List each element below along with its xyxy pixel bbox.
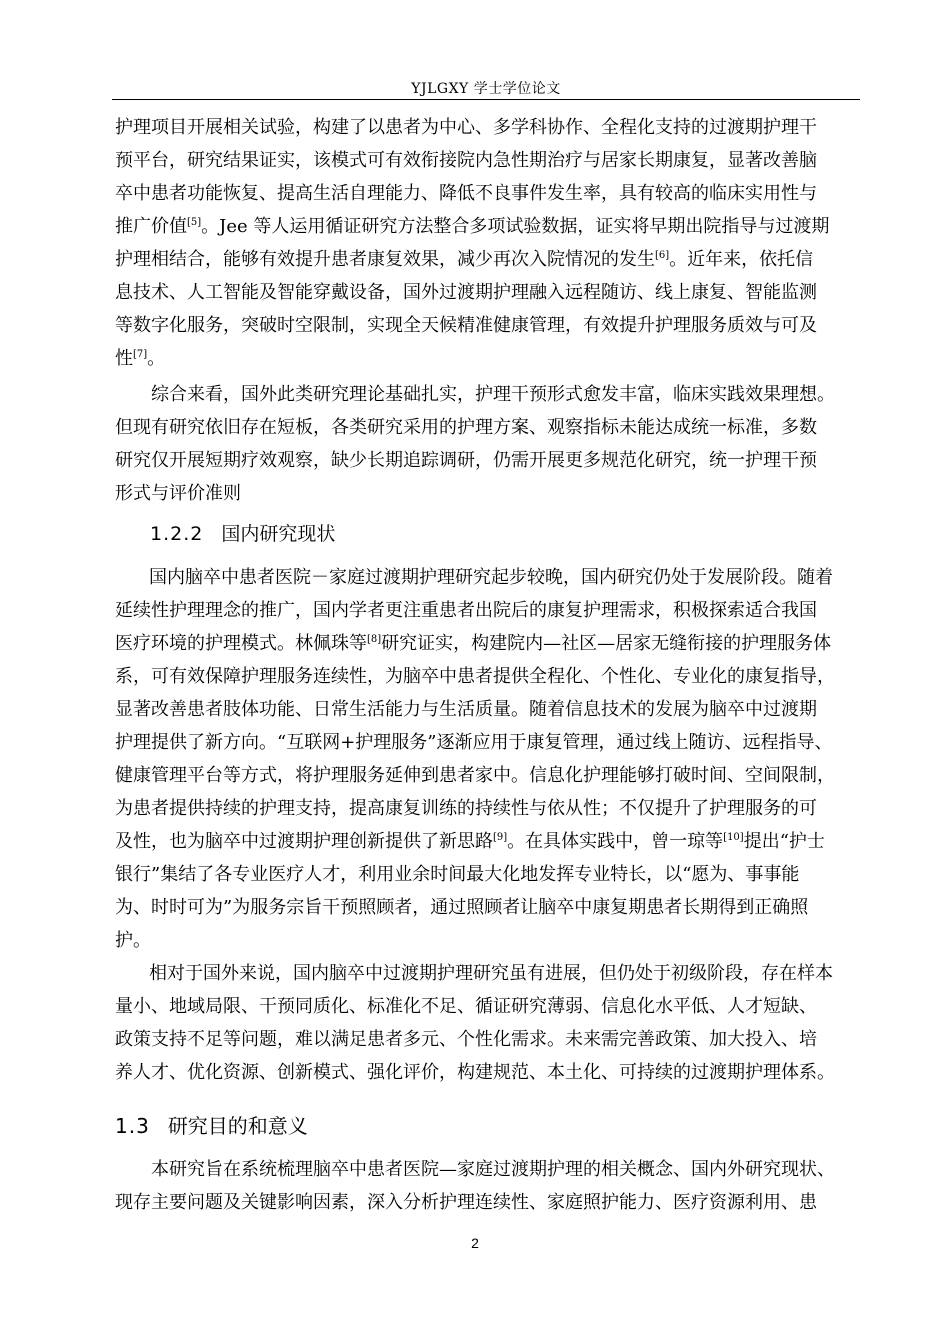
paragraph-line: 综合来看，国外此类研究理论基础扎实，护理干预形式愈发丰富，临床实践效果理想。: [151, 384, 835, 405]
paragraph-line: 政策支持不足等问题，难以满足患者多元、个性化需求。未来需完善政策、加大投入、培: [115, 1029, 817, 1050]
paragraph-line: 预平台，研究结果证实，该模式可有效衔接院内急性期治疗与居家长期康复，显著改善脑: [115, 150, 817, 171]
paragraph-line: 及性，也为脑卒中过渡期护理创新提供了新思路[9]。在具体实践中，曾一琼等[10]提出“护士: [115, 831, 825, 852]
paragraph-line: 等数字化服务，突破时空限制，实现全天候精准健康管理，有效提升护理服务质效与可及: [115, 315, 817, 336]
citation: [8]: [367, 634, 382, 645]
section-title: 研究目的和意义: [167, 1114, 308, 1138]
paragraph-line: 卒中患者功能恢复、提高生活自理能力、降低不良事件发生率，具有较高的临床实用性与: [115, 183, 817, 204]
paragraph-line: 为、时时可为”为服务宗旨干预照顾者，通过照顾者让脑卒中康复期患者长期得到正确照: [115, 897, 809, 918]
paragraph-line: 形式与评价准则: [115, 483, 241, 504]
paragraph-line: 量小、地域局限、干预同质化、标准化不足、循证研究薄弱、信息化水平低、人才短缺、: [115, 996, 817, 1017]
paragraph-line: 护理相结合，能够有效提升患者康复效果，减少再次入院情况的发生[6]。近年来，依托信: [115, 249, 814, 270]
paragraph-line: 养人才、优化资源、创新模式、强化评价，构建规范、本土化、可持续的过渡期护理体系。: [115, 1062, 835, 1083]
section-number: 1.3: [115, 1114, 150, 1138]
header-divider: [112, 99, 860, 100]
paragraph-line: 医疗环境的护理模式。林佩珠等[8]研究证实，构建院内—社区—居家无缝衔接的护理服务体: [115, 633, 832, 654]
citation: [9]: [493, 832, 508, 843]
paragraph-line: 国内脑卒中患者医院－家庭过渡期护理研究起步较晚，国内研究仍处于发展阶段。随着: [149, 567, 833, 588]
paragraph-line: 现存主要问题及关键影响因素，深入分析护理连续性、家庭照护能力、医疗资源利用、患: [115, 1192, 817, 1213]
section-number: 1.2.2: [150, 523, 204, 545]
citation: [10]: [723, 832, 744, 843]
running-header: YJLGXY 学士学位论文: [411, 81, 561, 97]
section-title: 国内研究现状: [221, 523, 336, 545]
paragraph-line: 护理项目开展相关试验，构建了以患者为中心、多学科协作、全程化支持的过渡期护理干: [115, 117, 817, 138]
section-heading-1-3: [115, 1110, 308, 1139]
paragraph-line: 推广价值[5]。Jee 等人运用循证研究方法整合多项试验数据，证实将早期出院指导与过渡期: [115, 216, 830, 237]
paragraph-line: 相对于国外来说，国内脑卒中过渡期护理研究虽有进展，但仍处于初级阶段，存在样本: [149, 963, 833, 984]
paragraph-line: 显著改善患者肢体功能、日常生活能力与生活质量。随着信息技术的发展为脑卒中过渡期: [115, 699, 817, 720]
section-heading-1-2-2: [150, 519, 335, 546]
paragraph-line: 健康管理平台等方式，将护理服务延伸到患者家中。信息化护理能够打破时间、空间限制，: [115, 765, 835, 786]
paragraph-line: 系，可有效保障护理服务连续性，为脑卒中患者提供全程化、个性化、专业化的康复指导，: [115, 666, 835, 687]
paragraph-line: 本研究旨在系统梳理脑卒中患者医院—家庭过渡期护理的相关概念、国内外研究现状、: [151, 1159, 835, 1180]
paragraph-line: 护。: [115, 930, 151, 951]
citation: [7]: [133, 349, 148, 360]
paragraph-line: 护理提供了新方向。“互联网+护理服务”逐渐应用于康复管理，通过线上随访、远程指导、: [115, 732, 833, 753]
paragraph-line: 息技术、人工智能及智能穿戴设备，国外过渡期护理融入远程随访、线上康复、智能监测: [115, 282, 817, 303]
paragraph-line: 银行”集结了各专业医疗人才，利用业余时间最大化地发挥专业特长，以“愿为、事事能: [115, 864, 800, 885]
paragraph-line: 但现有研究依旧存在短板，各类研究采用的护理方案、观察指标未能达成统一标准，多数: [115, 417, 817, 438]
paragraph-line: 性[7]。: [115, 348, 166, 369]
page-number: 2: [471, 1235, 479, 1251]
citation: [6]: [655, 250, 670, 261]
paragraph-line: 延续性护理理念的推广，国内学者更注重患者出院后的康复护理需求，积极探索适合我国: [115, 600, 817, 621]
paragraph-line: 为患者提供持续的护理支持，提高康复训练的持续性与依从性；不仅提升了护理服务的可: [115, 798, 817, 819]
citation: [5]: [187, 217, 202, 228]
paragraph-line: 研究仅开展短期疗效观察，缺少长期追踪调研，仍需开展更多规范化研究，统一护理干预: [115, 450, 817, 471]
